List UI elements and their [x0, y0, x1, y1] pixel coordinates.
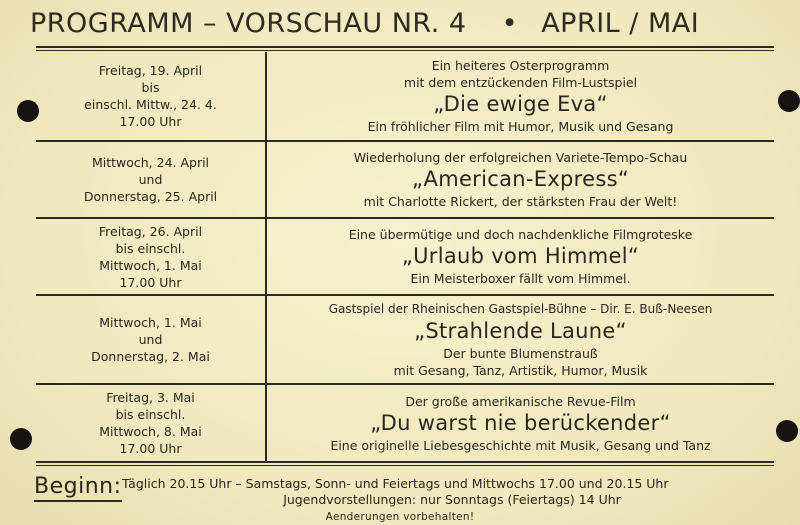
date-line: Mittwoch, 1. Mai [99, 257, 202, 273]
film-title: „Urlaub vom Himmel“ [401, 244, 640, 268]
date-line: Mittwoch, 8. Mai [99, 424, 202, 439]
date-line: Freitag, 3. Mai [106, 390, 195, 405]
row-divider [36, 140, 774, 142]
start-times [122, 476, 782, 508]
program-dates [36, 386, 265, 460]
program-description [267, 386, 774, 460]
intro-line: mit dem entzückenden Film-Lustspiel [403, 75, 638, 90]
row-divider [36, 217, 774, 219]
intro-line: Eine übermütige und doch nachdenkliche Filmgroteske [348, 227, 693, 242]
outro-line: Ein fröhlicher Film mit Humor, Musik und Gesang [367, 119, 674, 134]
outro-line: mit Gesang, Tanz, Artistik, Humor, Musik [393, 362, 648, 378]
intro-line: Ein heiteres Osterprogramm [431, 58, 610, 73]
program-dates [36, 220, 265, 293]
row-divider [36, 461, 774, 463]
intro-line: Gastspiel der Rheinischen Gastspiel-Bühne – Dir. E. Buß-Neesen [328, 301, 713, 316]
date-line: 17.00 Uhr [119, 114, 182, 129]
program-row [36, 220, 774, 293]
program-title: PROGRAMM – VORSCHAU NR. 4 [30, 8, 467, 39]
film-title: „American-Express“ [411, 167, 630, 191]
program-row [36, 143, 774, 216]
program-description [267, 297, 774, 382]
outro-line: Eine originelle Liebesgeschichte mit Musik, Gesang und Tanz [330, 437, 711, 453]
title-bullet: • [501, 8, 519, 39]
date-line: Freitag, 19. April [98, 63, 203, 78]
date-line: Donnerstag, 25. April [83, 189, 218, 204]
program-row [36, 386, 774, 460]
punch-hole [10, 428, 32, 450]
film-title: „Du warst nie berückender“ [370, 410, 671, 435]
title-rule-thin [36, 50, 774, 51]
start-times-label: Beginn: [34, 474, 122, 502]
date-line: und [138, 332, 163, 347]
date-line: 17.00 Uhr [119, 441, 182, 456]
date-line: bis einschl. [115, 240, 186, 256]
punch-hole [776, 420, 798, 442]
outro-line: Ein Meisterboxer fällt vom Himmel. [410, 271, 631, 286]
film-title: „Strahlende Laune“ [414, 318, 627, 343]
row-divider [36, 294, 774, 296]
date-line: Mittwoch, 24. April [91, 155, 210, 170]
intro-line: Wiederholung der erfolgreichen Variete-Tempo-Schau [353, 150, 688, 165]
page-title [30, 4, 790, 44]
program-description [267, 143, 774, 216]
punch-hole [778, 90, 800, 112]
start-times-line: Täglich 20.15 Uhr – Samstags, Sonn- und Feiertags und Mittwochs 17.00 und 20.15 Uhr [122, 476, 669, 491]
program-row [36, 297, 774, 382]
title-rule [36, 46, 774, 48]
date-line: bis [141, 80, 160, 95]
youth-shows-line: Jugendvorstellungen: nur Sonntags (Feiertags) 14 Uhr [283, 492, 621, 507]
program-description [267, 220, 774, 293]
date-line: Mittwoch, 1. Mai [99, 315, 202, 330]
program-row [36, 53, 774, 139]
film-title: „Die ewige Eva“ [433, 92, 608, 116]
changes-note: Aenderungen vorbehalten! [325, 511, 475, 523]
date-line: Donnerstag, 2. Mai [91, 349, 210, 364]
program-description [267, 53, 774, 139]
date-line: einschl. Mittw., 24. 4. [84, 97, 217, 112]
program-dates [36, 53, 265, 139]
program-dates [36, 143, 265, 216]
program-dates [36, 297, 265, 382]
outro-line: Der bunte Blumenstrauß [443, 345, 598, 361]
date-line: bis einschl. [115, 407, 186, 422]
row-divider-thin [36, 465, 774, 466]
row-divider [36, 383, 774, 385]
program-period: APRIL / MAI [541, 8, 700, 39]
date-line: Freitag, 26. April [98, 223, 203, 239]
outro-line: mit Charlotte Rickert, der stärksten Frau der Welt! [363, 194, 678, 209]
date-line: 17.00 Uhr [119, 274, 182, 290]
intro-line: Der große amerikanische Revue-Film [405, 393, 636, 409]
date-line: und [138, 172, 163, 187]
